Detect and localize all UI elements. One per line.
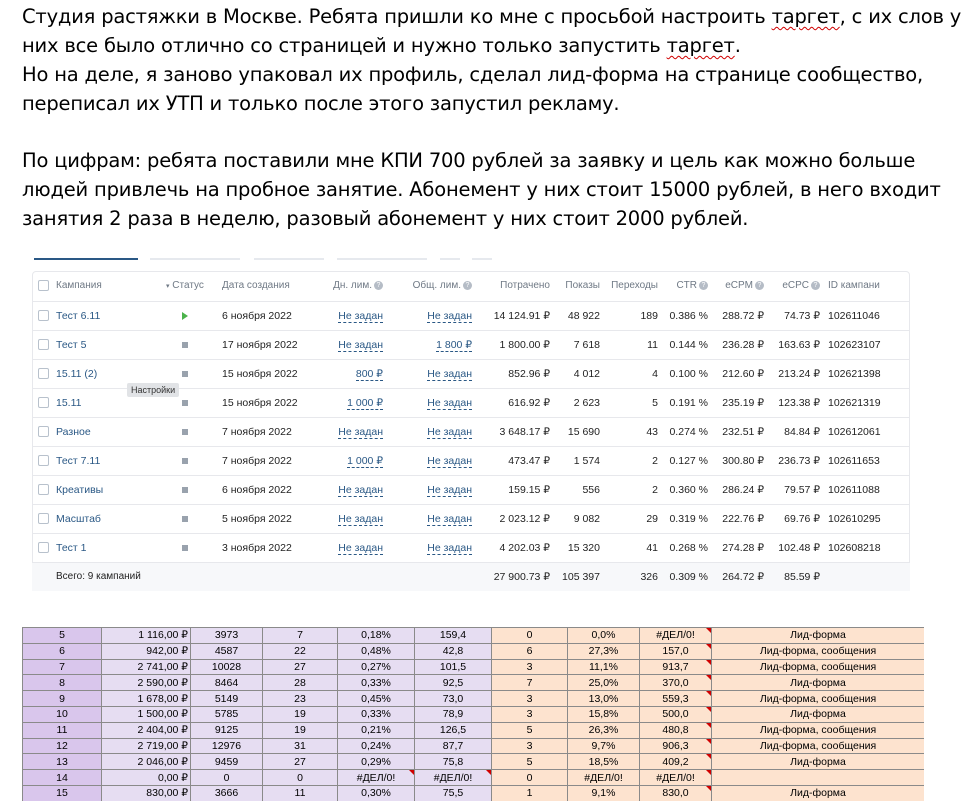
sheet-cell[interactable]: 906,3 [640, 738, 712, 754]
sheet-cell[interactable]: 5 [492, 754, 568, 770]
campaigns-table [32, 271, 910, 591]
row-checkbox[interactable] [38, 339, 49, 350]
sheet-cell[interactable]: 480,8 [640, 722, 712, 738]
table-row[interactable]: Тест 6.11 6 ноября 2022 Не задан Не задан 14 124.91 ₽ 48 922 189 0.386 % 288.72 ₽ 74.73 ₽ 102611046 [32, 301, 910, 330]
sheet-cell[interactable]: 0,48% [338, 643, 415, 659]
created-date: 15 ноября 2022 [214, 359, 327, 388]
sheet-cell[interactable]: 75,8 [415, 754, 492, 770]
row-checkbox[interactable] [38, 513, 49, 524]
table-row[interactable]: 15.11 15 ноября 2022 1 000 ₽ Не задан 616.92 ₽ 2 623 5 0.191 % 235.19 ₽ 123.38 ₽ 102621319 [32, 388, 910, 417]
sheet-cell[interactable]: 31 [263, 738, 338, 754]
created-date: 17 ноября 2022 [214, 330, 327, 359]
sheet-cell[interactable]: 3 [492, 659, 568, 675]
status-stopped-icon[interactable] [182, 342, 188, 348]
created-date: 7 ноября 2022 [214, 446, 327, 475]
results-sheet [22, 627, 924, 801]
sheet-cell[interactable]: 2 046,00 ₽ [102, 754, 191, 770]
header-total-limit[interactable]: Общ. лим. ? [389, 271, 478, 301]
sheet-cell[interactable]: 73,0 [415, 691, 492, 707]
campaign-name-link[interactable]: Тест 5 [56, 330, 166, 359]
table-row[interactable]: Масштаб 5 ноября 2022 Не задан Не задан 2 023.12 ₽ 9 082 29 0.319 % 222.76 ₽ 69.76 ₽ 102610295 [32, 504, 910, 533]
table-total-row: Всего: 9 кампаний 27 900.73 ₽ 105 397 326 0.309 % 264.72 ₽ 85.59 ₽ [32, 562, 910, 591]
header-status[interactable]: ▾ Статус [166, 280, 204, 292]
sheet-cell[interactable]: 3 [492, 706, 568, 722]
table-row[interactable]: 15.11 (2) 15 ноября 2022 800 ₽ Не задан 852.96 ₽ 4 012 4 0.100 % 212.60 ₽ 213.24 ₽ 102621398 [32, 359, 910, 388]
day-limit-link[interactable]: Не задан [338, 338, 383, 351]
row-checkbox[interactable] [38, 426, 49, 437]
header-spent[interactable]: Потрачено [500, 280, 550, 292]
sheet-cell[interactable]: 559,3 [640, 691, 712, 707]
sheet-cell[interactable]: 2 590,00 ₽ [102, 675, 191, 691]
sheet-cell[interactable]: Лид-форма, сообщения [712, 659, 925, 675]
sheet-cell[interactable]: 27 [263, 754, 338, 770]
sheet-cell[interactable]: 11 [263, 785, 338, 801]
header-clicks[interactable]: Переходы [611, 280, 658, 292]
settings-tooltip: Настройки [127, 383, 179, 397]
day-limit-link[interactable]: 800 ₽ [355, 367, 383, 380]
sheet-cell[interactable]: 12 [23, 738, 102, 754]
sheet-row [23, 643, 925, 659]
day-limit-link[interactable]: Не задан [338, 512, 383, 525]
sheet-cell[interactable]: 157,0 [640, 643, 712, 659]
sheet-cell[interactable]: 4587 [191, 643, 263, 659]
header-ecpm[interactable]: eCPM ? [714, 271, 770, 301]
sheet-cell[interactable]: 913,7 [640, 659, 712, 675]
row-checkbox[interactable] [38, 397, 49, 408]
header-campaign[interactable]: Кампания [56, 280, 102, 292]
table-row[interactable]: Креативы 6 ноября 2022 Не задан Не задан 159.15 ₽ 556 2 0.360 % 286.24 ₽ 79.57 ₽ 102611088 [32, 475, 910, 504]
paragraph-line: Студия растяжки в Москве. Ребята пришли ко мне с просьбой настроить таргет, с их слов у [22, 5, 962, 28]
campaign-name-link[interactable]: Разное [56, 417, 166, 446]
sheet-cell[interactable]: 3 [492, 691, 568, 707]
sheet-cell[interactable]: 19 [263, 706, 338, 722]
select-all-checkbox[interactable] [38, 280, 49, 291]
sheet-cell[interactable]: 9,1% [568, 785, 640, 801]
sheet-cell[interactable]: 126,5 [415, 722, 492, 738]
sheet-cell[interactable]: 87,7 [415, 738, 492, 754]
sheet-cell[interactable]: 75,5 [415, 785, 492, 801]
campaign-name-link[interactable]: Тест 7.11 [56, 446, 166, 475]
sheet-cell[interactable]: 15 [23, 785, 102, 801]
sheet-cell[interactable]: 1 [492, 785, 568, 801]
sheet-cell[interactable]: 10 [23, 706, 102, 722]
sheet-cell[interactable]: Лид-форма, сообщения [712, 722, 925, 738]
sheet-cell[interactable]: 5 [23, 628, 102, 644]
spellcheck-word: таргет [666, 34, 735, 57]
sheet-cell[interactable]: 1 678,00 ₽ [102, 691, 191, 707]
paragraph-line: Но на деле, я заново упаковал их профиль, сделал лид-форма на странице сообщество, [22, 63, 924, 86]
status-stopped-icon[interactable] [182, 516, 188, 522]
help-icon: ? [374, 281, 383, 290]
sheet-cell[interactable]: 159,4 [415, 628, 492, 644]
day-limit-link[interactable]: Не задан [338, 483, 383, 496]
sheet-cell[interactable]: 3 [492, 738, 568, 754]
sheet-cell[interactable]: 10028 [191, 659, 263, 675]
sheet-cell[interactable]: 0,45% [338, 691, 415, 707]
sheet-cell[interactable]: 6 [492, 643, 568, 659]
sheet-cell[interactable]: Лид-форма [712, 706, 925, 722]
sheet-row [23, 785, 925, 801]
sheet-cell[interactable]: 25,0% [568, 675, 640, 691]
paragraph-line: занятия 2 раза в неделю, разовый абонемент у них стоит 2000 рублей. [22, 207, 749, 230]
sheet-cell[interactable]: Лид-форма, сообщения [712, 738, 925, 754]
campaign-name-link[interactable]: Тест 6.11 [56, 301, 166, 330]
sheet-cell[interactable]: 0,00 ₽ [102, 770, 191, 786]
created-date: 6 ноября 2022 [214, 301, 327, 330]
sheet-cell[interactable]: 0,33% [338, 706, 415, 722]
spellcheck-word: таргет [771, 5, 840, 28]
status-stopped-icon[interactable] [182, 458, 188, 464]
sheet-cell[interactable]: Лид-форма [712, 628, 925, 644]
day-limit-link[interactable]: Не задан [338, 425, 383, 438]
status-stopped-icon[interactable] [182, 487, 188, 493]
total-limit-link[interactable]: 1 800 ₽ [436, 338, 472, 351]
sheet-row [23, 738, 925, 754]
sheet-cell[interactable]: 3973 [191, 628, 263, 644]
created-date: 6 ноября 2022 [214, 475, 327, 504]
sheet-cell[interactable]: 19 [263, 722, 338, 738]
sheet-cell[interactable]: 0,18% [338, 628, 415, 644]
sheet-cell[interactable]: Лид-форма, сообщения [712, 643, 925, 659]
table-row[interactable]: Разное 7 ноября 2022 Не задан Не задан 3 648.17 ₽ 15 690 43 0.274 % 232.51 ₽ 84.84 ₽ 102612061 [32, 417, 910, 446]
campaign-name-link[interactable]: Креативы [56, 475, 166, 504]
help-icon: ? [463, 281, 472, 290]
help-icon: ? [755, 281, 764, 290]
help-icon: ? [699, 281, 708, 290]
sheet-cell[interactable]: #ДЕЛ/0! [640, 628, 712, 644]
sheet-cell[interactable]: 0,27% [338, 659, 415, 675]
sheet-cell[interactable]: 0 [492, 770, 568, 786]
day-limit-link[interactable]: 1 000 ₽ [347, 454, 383, 467]
sheet-cell[interactable]: 18,5% [568, 754, 640, 770]
tab-bar [32, 255, 910, 267]
sheet-cell[interactable]: 27,3% [568, 643, 640, 659]
sheet-cell[interactable] [712, 770, 925, 786]
header-id[interactable]: ID кампани [828, 280, 880, 292]
sheet-cell[interactable]: 3666 [191, 785, 263, 801]
created-date: 5 ноября 2022 [214, 504, 327, 533]
sheet-cell[interactable]: 5785 [191, 706, 263, 722]
sheet-cell[interactable]: 500,0 [640, 706, 712, 722]
document-text [22, 2, 962, 233]
sheet-cell[interactable]: #ДЕЛ/0! [640, 770, 712, 786]
sheet-cell[interactable]: 2 719,00 ₽ [102, 738, 191, 754]
sheet-cell[interactable]: 9125 [191, 722, 263, 738]
sheet-row [23, 628, 925, 644]
sheet-cell[interactable]: 7 [23, 659, 102, 675]
status-stopped-icon[interactable] [182, 400, 188, 406]
sheet-row [23, 691, 925, 707]
sheet-cell[interactable]: #ДЕЛ/0! [568, 770, 640, 786]
campaign-name-link[interactable]: Масштаб [56, 504, 166, 533]
sheet-row [23, 706, 925, 722]
sheet-cell[interactable]: 0 [263, 770, 338, 786]
sheet-cell[interactable]: 5 [492, 722, 568, 738]
header-ctr[interactable]: CTR ? [664, 271, 714, 301]
campaign-name-link[interactable]: 15.11 (2) [56, 359, 166, 388]
paragraph-line: переписал их УТП и только после этого запустил рекламу. [22, 92, 620, 115]
sheet-cell[interactable]: 5149 [191, 691, 263, 707]
sheet-cell[interactable]: 830,00 ₽ [102, 785, 191, 801]
created-date: 7 ноября 2022 [214, 417, 327, 446]
sheet-cell[interactable]: 8 [23, 675, 102, 691]
sheet-cell[interactable]: 14 [23, 770, 102, 786]
sheet-cell[interactable]: 12976 [191, 738, 263, 754]
day-limit-link[interactable]: 1 000 ₽ [347, 396, 383, 409]
sheet-row [23, 770, 925, 786]
sheet-cell[interactable]: 0,0% [568, 628, 640, 644]
paragraph-line: них все было отлично со страницей и нужно только запустить таргет. [22, 34, 741, 57]
sheet-cell[interactable]: 27 [263, 659, 338, 675]
sheet-cell[interactable]: 0,29% [338, 754, 415, 770]
sheet-cell[interactable]: 101,5 [415, 659, 492, 675]
sheet-cell[interactable]: 0,30% [338, 785, 415, 801]
sheet-cell[interactable]: 11 [23, 722, 102, 738]
sheet-cell[interactable]: 409,2 [640, 754, 712, 770]
header-day-limit[interactable]: Дн. лим. ? [327, 271, 389, 301]
sheet-cell[interactable]: 28 [263, 675, 338, 691]
total-limit-link[interactable]: Не задан [427, 483, 472, 496]
sheet-cell[interactable]: 0,21% [338, 722, 415, 738]
sheet-cell[interactable]: 26,3% [568, 722, 640, 738]
sheet-row [23, 722, 925, 738]
sheet-cell[interactable]: Лид-форма [712, 754, 925, 770]
sheet-cell[interactable]: 23 [263, 691, 338, 707]
row-checkbox[interactable] [38, 368, 49, 379]
row-checkbox[interactable] [38, 484, 49, 495]
total-limit-link[interactable]: Не задан [427, 541, 472, 554]
table-row[interactable]: Тест 1 3 ноября 2022 Не задан Не задан 4 202.03 ₽ 15 320 41 0.268 % 274.28 ₽ 102.48 ₽ 102608218 [32, 533, 910, 562]
sheet-cell[interactable]: 370,0 [640, 675, 712, 691]
status-stopped-icon[interactable] [182, 371, 188, 377]
row-checkbox[interactable] [38, 455, 49, 466]
sheet-cell[interactable]: 7 [263, 628, 338, 644]
status-stopped-icon[interactable] [182, 429, 188, 435]
table-header [32, 271, 910, 301]
sheet-cell[interactable]: 0,24% [338, 738, 415, 754]
sheet-cell[interactable]: 2 404,00 ₽ [102, 722, 191, 738]
sheet-cell[interactable]: Лид-форма [712, 675, 925, 691]
row-checkbox[interactable] [38, 542, 49, 553]
sheet-row [23, 659, 925, 675]
status-stopped-icon[interactable] [182, 545, 188, 551]
sheet-cell[interactable]: 15,8% [568, 706, 640, 722]
sheet-cell[interactable]: 2 741,00 ₽ [102, 659, 191, 675]
total-limit-link[interactable]: Не задан [427, 309, 472, 322]
paragraph-line: По цифрам: ребята поставили мне КПИ 700 рублей за заявку и цель как можно больше [22, 149, 916, 172]
sheet-cell[interactable]: 7 [492, 675, 568, 691]
spreadsheet-fragment [22, 627, 924, 801]
total-limit-link[interactable]: Не задан [427, 425, 472, 438]
table-row[interactable]: Тест 5 17 ноября 2022 Не задан 1 800 ₽ 1 800.00 ₽ 7 618 11 0.144 % 236.28 ₽ 163.63 ₽ 102623107 [32, 330, 910, 359]
sheet-cell[interactable]: 8464 [191, 675, 263, 691]
sheet-cell[interactable]: 13,0% [568, 691, 640, 707]
sheet-cell[interactable]: 78,9 [415, 706, 492, 722]
help-icon: ? [811, 281, 820, 290]
sheet-cell[interactable]: 0 [191, 770, 263, 786]
sheet-cell[interactable]: 13 [23, 754, 102, 770]
campaign-name-link[interactable]: Тест 1 [56, 533, 166, 562]
campaign-name-link[interactable]: 15.11 [56, 388, 166, 417]
sheet-cell[interactable]: 0 [492, 628, 568, 644]
sheet-cell[interactable]: 942,00 ₽ [102, 643, 191, 659]
sheet-cell[interactable]: 1 116,00 ₽ [102, 628, 191, 644]
header-ecpc[interactable]: eCPC ? [770, 271, 826, 301]
total-limit-link[interactable]: Не задан [427, 454, 472, 467]
sheet-cell[interactable]: 0,33% [338, 675, 415, 691]
total-limit-link[interactable]: Не задан [427, 367, 472, 380]
sheet-cell[interactable]: 92,5 [415, 675, 492, 691]
sheet-cell[interactable]: 6 [23, 643, 102, 659]
sheet-cell[interactable]: Лид-форма [712, 785, 925, 801]
sheet-row [23, 675, 925, 691]
row-checkbox[interactable] [38, 310, 49, 321]
created-date: 15 ноября 2022 [214, 388, 327, 417]
sheet-cell[interactable]: #ДЕЛ/0! [415, 770, 492, 786]
status-active-icon[interactable] [182, 312, 188, 320]
sheet-cell[interactable]: #ДЕЛ/0! [338, 770, 415, 786]
day-limit-link[interactable]: Не задан [338, 541, 383, 554]
header-created[interactable]: Дата создания [222, 280, 290, 292]
sheet-cell[interactable]: 830,0 [640, 785, 712, 801]
sheet-cell[interactable]: 9459 [191, 754, 263, 770]
sheet-cell[interactable]: 22 [263, 643, 338, 659]
sheet-cell[interactable]: 9,7% [568, 738, 640, 754]
sheet-cell[interactable]: 1 500,00 ₽ [102, 706, 191, 722]
sheet-cell[interactable]: 11,1% [568, 659, 640, 675]
ad-campaigns-screenshot [32, 255, 910, 592]
tab-active-indicator [34, 258, 138, 260]
sheet-cell[interactable]: Лид-форма, сообщения [712, 691, 925, 707]
total-limit-link[interactable]: Не задан [427, 512, 472, 525]
header-impressions[interactable]: Показы [565, 280, 600, 292]
table-row[interactable]: Тест 7.11 7 ноября 2022 1 000 ₽ Не задан 473.47 ₽ 1 574 2 0.127 % 300.80 ₽ 236.73 ₽ 102611653 [32, 446, 910, 475]
sheet-cell[interactable]: 9 [23, 691, 102, 707]
day-limit-link[interactable]: Не задан [338, 309, 383, 322]
paragraph-line: людей привлечь на пробное занятие. Абонемент у них стоит 15000 рублей, в него входит [22, 178, 941, 201]
sheet-cell[interactable]: 42,8 [415, 643, 492, 659]
created-date: 3 ноября 2022 [214, 533, 327, 562]
total-limit-link[interactable]: Не задан [427, 396, 472, 409]
sheet-row [23, 754, 925, 770]
